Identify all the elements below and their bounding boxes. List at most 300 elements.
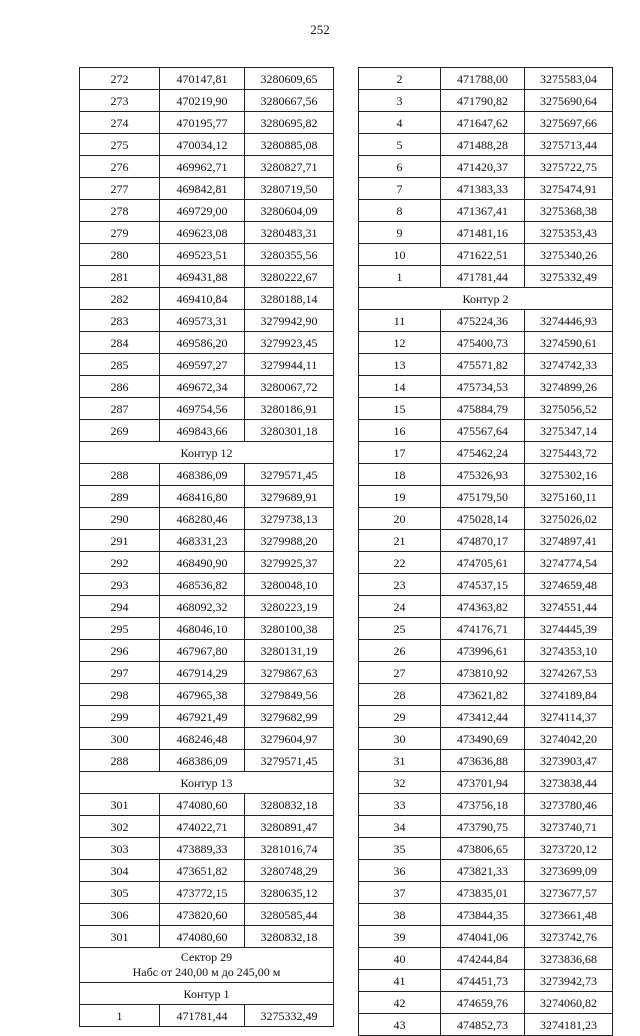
table-row: [80, 288, 334, 310]
table-row: [359, 882, 613, 904]
table-row: [80, 112, 334, 134]
x-coordinate-cell: 471790,82: [441, 90, 525, 112]
y-coordinate-cell: 3280604,09: [245, 200, 334, 222]
y-coordinate-cell: 3280483,31: [245, 222, 334, 244]
y-coordinate-cell: 3280301,18: [245, 420, 334, 442]
x-coordinate-cell: 468092,32: [160, 596, 245, 618]
point-number-cell: 293: [80, 574, 160, 596]
y-coordinate-cell: 3280355,56: [245, 244, 334, 266]
y-coordinate-cell: 3274659,48: [525, 574, 613, 596]
x-coordinate-cell: 469729,00: [160, 200, 245, 222]
point-number-cell: 282: [80, 288, 160, 310]
point-number-cell: 300: [80, 728, 160, 750]
x-coordinate-cell: 473636,88: [441, 750, 525, 772]
table-row: [359, 112, 613, 134]
point-number-cell: 32: [359, 772, 441, 794]
y-coordinate-cell: 3280609,65: [245, 68, 334, 90]
table-row: [80, 860, 334, 882]
point-number-cell: 25: [359, 618, 441, 640]
point-number-cell: 295: [80, 618, 160, 640]
y-coordinate-cell: 3274774,54: [525, 552, 613, 574]
point-number-cell: 10: [359, 244, 441, 266]
point-number-cell: 294: [80, 596, 160, 618]
contour-header-row: [80, 772, 334, 794]
table-row: [359, 376, 613, 398]
y-coordinate-cell: 3275443,72: [525, 442, 613, 464]
y-coordinate-cell: 3280585,44: [245, 904, 334, 926]
table-row: [80, 640, 334, 662]
x-coordinate-cell: 474022,71: [160, 816, 245, 838]
y-coordinate-cell: 3280827,71: [245, 156, 334, 178]
x-coordinate-cell: 470219,90: [160, 90, 245, 112]
table-row: [80, 706, 334, 728]
x-coordinate-cell: 468536,82: [160, 574, 245, 596]
table-row: [359, 332, 613, 354]
y-coordinate-cell: 3275332,49: [525, 266, 613, 288]
table-row: [80, 266, 334, 288]
x-coordinate-cell: 469410,84: [160, 288, 245, 310]
y-coordinate-cell: 3274060,82: [525, 992, 613, 1014]
y-coordinate-cell: 3275722,75: [525, 156, 613, 178]
y-coordinate-cell: 3275160,11: [525, 486, 613, 508]
x-coordinate-cell: 471781,44: [160, 1005, 245, 1027]
table-row: [359, 420, 613, 442]
x-coordinate-cell: 475179,50: [441, 486, 525, 508]
point-number-cell: 285: [80, 354, 160, 376]
y-coordinate-cell: 3273903,47: [525, 750, 613, 772]
point-number-cell: 41: [359, 970, 441, 992]
y-coordinate-cell: 3280635,12: [245, 882, 334, 904]
table-row: [359, 552, 613, 574]
point-number-cell: 29: [359, 706, 441, 728]
x-coordinate-cell: 473772,15: [160, 882, 245, 904]
y-coordinate-cell: 3279689,91: [245, 486, 334, 508]
point-number-cell: 288: [80, 464, 160, 486]
y-coordinate-cell: 3274445,39: [525, 618, 613, 640]
point-number-cell: 290: [80, 508, 160, 530]
y-coordinate-cell: 3280832,18: [245, 926, 334, 948]
table-row: [359, 354, 613, 376]
x-coordinate-cell: 475400,73: [441, 332, 525, 354]
table-row: [80, 156, 334, 178]
table-row: [359, 794, 613, 816]
x-coordinate-cell: 475224,36: [441, 310, 525, 332]
point-number-cell: 42: [359, 992, 441, 1014]
x-coordinate-cell: 469672,34: [160, 376, 245, 398]
table-row: [359, 244, 613, 266]
y-coordinate-cell: 3274181,23: [525, 1014, 613, 1036]
point-number-cell: 39: [359, 926, 441, 948]
y-coordinate-cell: 3274446,93: [525, 310, 613, 332]
y-coordinate-cell: 3274353,10: [525, 640, 613, 662]
y-coordinate-cell: 3280188,14: [245, 288, 334, 310]
table-row: [359, 926, 613, 948]
point-number-cell: 279: [80, 222, 160, 244]
table-row: [359, 992, 613, 1014]
x-coordinate-cell: 469573,31: [160, 310, 245, 332]
point-number-cell: 30: [359, 728, 441, 750]
table-row: [80, 552, 334, 574]
table-row: [359, 486, 613, 508]
x-coordinate-cell: 475326,93: [441, 464, 525, 486]
point-number-cell: 2: [359, 68, 441, 90]
table-row: [80, 178, 334, 200]
y-coordinate-cell: 3275340,26: [525, 244, 613, 266]
x-coordinate-cell: 470034,12: [160, 134, 245, 156]
sector-title: Сектор 29: [180, 950, 233, 964]
point-number-cell: 7: [359, 178, 441, 200]
point-number-cell: 20: [359, 508, 441, 530]
x-coordinate-cell: 473996,61: [441, 640, 525, 662]
point-number-cell: 286: [80, 376, 160, 398]
table-row: [80, 68, 334, 90]
table-row: [359, 442, 613, 464]
x-coordinate-cell: 467921,49: [160, 706, 245, 728]
table-row: [80, 750, 334, 772]
y-coordinate-cell: 3281016,74: [245, 838, 334, 860]
point-number-cell: 305: [80, 882, 160, 904]
y-coordinate-cell: 3280131,19: [245, 640, 334, 662]
table-row: [80, 904, 334, 926]
x-coordinate-cell: 473889,33: [160, 838, 245, 860]
y-coordinate-cell: 3280719,50: [245, 178, 334, 200]
y-coordinate-cell: 3274590,61: [525, 332, 613, 354]
y-coordinate-cell: 3280067,72: [245, 376, 334, 398]
y-coordinate-cell: 3280222,67: [245, 266, 334, 288]
y-coordinate-cell: 3275697,66: [525, 112, 613, 134]
point-number-cell: 306: [80, 904, 160, 926]
table-row: [359, 970, 613, 992]
left-coordinates-table: [79, 67, 334, 1027]
x-coordinate-cell: 467965,38: [160, 684, 245, 706]
point-number-cell: 301: [80, 926, 160, 948]
x-coordinate-cell: 474363,82: [441, 596, 525, 618]
table-row: [359, 1014, 613, 1036]
table-row: [359, 508, 613, 530]
table-row: [359, 574, 613, 596]
x-coordinate-cell: 467967,80: [160, 640, 245, 662]
y-coordinate-cell: 3280891,47: [245, 816, 334, 838]
sector-height-range: Набс от 240,00 м до 245,00 м: [132, 965, 281, 979]
x-coordinate-cell: 473621,82: [441, 684, 525, 706]
table-row: [359, 68, 613, 90]
contour-header-row: [80, 442, 334, 464]
x-coordinate-cell: 473844,35: [441, 904, 525, 926]
table-row: [359, 90, 613, 112]
table-row: [359, 816, 613, 838]
y-coordinate-cell: 3280186,91: [245, 398, 334, 420]
point-number-cell: 12: [359, 332, 441, 354]
y-coordinate-cell: 3273677,57: [525, 882, 613, 904]
x-coordinate-cell: 473835,01: [441, 882, 525, 904]
y-coordinate-cell: 3274742,33: [525, 354, 613, 376]
point-number-cell: 292: [80, 552, 160, 574]
point-number-cell: 33: [359, 794, 441, 816]
point-number-cell: 269: [80, 420, 160, 442]
point-number-cell: 284: [80, 332, 160, 354]
y-coordinate-cell: 3279923,45: [245, 332, 334, 354]
x-coordinate-cell: 469523,51: [160, 244, 245, 266]
point-number-cell: 16: [359, 420, 441, 442]
point-number-cell: 34: [359, 816, 441, 838]
point-number-cell: 28: [359, 684, 441, 706]
x-coordinate-cell: 468386,09: [160, 464, 245, 486]
x-coordinate-cell: 469597,27: [160, 354, 245, 376]
table-row: [80, 574, 334, 596]
point-number-cell: 23: [359, 574, 441, 596]
point-number-cell: 37: [359, 882, 441, 904]
x-coordinate-cell: 469843,66: [160, 420, 245, 442]
x-coordinate-cell: 471367,41: [441, 200, 525, 222]
x-coordinate-cell: 468280,46: [160, 508, 245, 530]
point-number-cell: 36: [359, 860, 441, 882]
table-row: [359, 156, 613, 178]
y-coordinate-cell: 3274551,44: [525, 596, 613, 618]
table-row: [80, 1005, 334, 1027]
y-coordinate-cell: 3279571,45: [245, 464, 334, 486]
point-number-cell: 272: [80, 68, 160, 90]
x-coordinate-cell: 474176,71: [441, 618, 525, 640]
y-coordinate-cell: 3280832,18: [245, 794, 334, 816]
x-coordinate-cell: 469842,81: [160, 178, 245, 200]
table-row: [359, 684, 613, 706]
contour-label: Контур 12: [80, 442, 334, 464]
y-coordinate-cell: 3279867,63: [245, 662, 334, 684]
point-number-cell: 6: [359, 156, 441, 178]
table-row: [80, 794, 334, 816]
x-coordinate-cell: 474080,60: [160, 794, 245, 816]
table-row: [80, 310, 334, 332]
y-coordinate-cell: 3275332,49: [245, 1005, 334, 1027]
x-coordinate-cell: 471781,44: [441, 266, 525, 288]
y-coordinate-cell: 3275353,43: [525, 222, 613, 244]
table-row: [80, 200, 334, 222]
y-coordinate-cell: 3275690,64: [525, 90, 613, 112]
x-coordinate-cell: 473810,92: [441, 662, 525, 684]
table-row: [359, 838, 613, 860]
x-coordinate-cell: 473821,33: [441, 860, 525, 882]
point-number-cell: 274: [80, 112, 160, 134]
x-coordinate-cell: 468246,48: [160, 728, 245, 750]
table-row: [80, 508, 334, 530]
table-row: [359, 750, 613, 772]
point-number-cell: 4: [359, 112, 441, 134]
point-number-cell: 35: [359, 838, 441, 860]
point-number-cell: 31: [359, 750, 441, 772]
table-row: [359, 904, 613, 926]
point-number-cell: 11: [359, 310, 441, 332]
table-row: [359, 134, 613, 156]
page-number: 252: [310, 22, 330, 37]
x-coordinate-cell: 469586,20: [160, 332, 245, 354]
point-number-cell: 18: [359, 464, 441, 486]
x-coordinate-cell: 471622,51: [441, 244, 525, 266]
point-number-cell: 275: [80, 134, 160, 156]
y-coordinate-cell: 3280048,10: [245, 574, 334, 596]
y-coordinate-cell: 3275302,16: [525, 464, 613, 486]
y-coordinate-cell: 3275713,44: [525, 134, 613, 156]
x-coordinate-cell: 475567,64: [441, 420, 525, 442]
y-coordinate-cell: 3279682,99: [245, 706, 334, 728]
table-row: [359, 772, 613, 794]
contour-label: Контур 2: [359, 288, 613, 310]
point-number-cell: 15: [359, 398, 441, 420]
table-row: [80, 464, 334, 486]
x-coordinate-cell: 468046,10: [160, 618, 245, 640]
y-coordinate-cell: 3280748,29: [245, 860, 334, 882]
point-number-cell: 299: [80, 706, 160, 728]
y-coordinate-cell: 3280885,08: [245, 134, 334, 156]
point-number-cell: 17: [359, 442, 441, 464]
x-coordinate-cell: 470195,77: [160, 112, 245, 134]
point-number-cell: 13: [359, 354, 441, 376]
y-coordinate-cell: 3275056,52: [525, 398, 613, 420]
y-coordinate-cell: 3279849,56: [245, 684, 334, 706]
point-number-cell: 296: [80, 640, 160, 662]
x-coordinate-cell: 473490,69: [441, 728, 525, 750]
table-row: [80, 354, 334, 376]
x-coordinate-cell: 474659,76: [441, 992, 525, 1014]
x-coordinate-cell: 469754,56: [160, 398, 245, 420]
point-number-cell: 21: [359, 530, 441, 552]
point-number-cell: 43: [359, 1014, 441, 1036]
y-coordinate-cell: 3279925,37: [245, 552, 334, 574]
y-coordinate-cell: 3273661,48: [525, 904, 613, 926]
x-coordinate-cell: 473820,60: [160, 904, 245, 926]
table-row: [359, 706, 613, 728]
x-coordinate-cell: 474852,73: [441, 1014, 525, 1036]
y-coordinate-cell: 3279988,20: [245, 530, 334, 552]
point-number-cell: 40: [359, 948, 441, 970]
table-row: [80, 618, 334, 640]
table-row: [80, 398, 334, 420]
point-number-cell: 302: [80, 816, 160, 838]
sector-header: [80, 948, 334, 983]
table-row: [80, 926, 334, 948]
point-number-cell: 277: [80, 178, 160, 200]
point-number-cell: 1: [359, 266, 441, 288]
point-number-cell: 298: [80, 684, 160, 706]
y-coordinate-cell: 3280695,82: [245, 112, 334, 134]
table-row: [359, 222, 613, 244]
point-number-cell: 288: [80, 750, 160, 772]
x-coordinate-cell: 467914,29: [160, 662, 245, 684]
x-coordinate-cell: 475734,53: [441, 376, 525, 398]
x-coordinate-cell: 471788,00: [441, 68, 525, 90]
y-coordinate-cell: 3275474,91: [525, 178, 613, 200]
x-coordinate-cell: 474705,61: [441, 552, 525, 574]
x-coordinate-cell: 474041,06: [441, 926, 525, 948]
y-coordinate-cell: 3273720,12: [525, 838, 613, 860]
x-coordinate-cell: 469431,88: [160, 266, 245, 288]
y-coordinate-cell: 3279738,13: [245, 508, 334, 530]
y-coordinate-cell: 3280667,56: [245, 90, 334, 112]
point-number-cell: 303: [80, 838, 160, 860]
table-row: [359, 860, 613, 882]
point-number-cell: 1: [80, 1005, 160, 1027]
y-coordinate-cell: 3274897,41: [525, 530, 613, 552]
x-coordinate-cell: 468331,23: [160, 530, 245, 552]
point-number-cell: 38: [359, 904, 441, 926]
y-coordinate-cell: 3275347,14: [525, 420, 613, 442]
table-row: [359, 200, 613, 222]
point-number-cell: 304: [80, 860, 160, 882]
x-coordinate-cell: 473412,44: [441, 706, 525, 728]
y-coordinate-cell: 3280100,38: [245, 618, 334, 640]
x-coordinate-cell: 469962,71: [160, 156, 245, 178]
point-number-cell: 26: [359, 640, 441, 662]
table-row: [80, 332, 334, 354]
x-coordinate-cell: 475028,14: [441, 508, 525, 530]
y-coordinate-cell: 3279604,97: [245, 728, 334, 750]
table-row: [80, 882, 334, 904]
y-coordinate-cell: 3275368,38: [525, 200, 613, 222]
table-row: [80, 244, 334, 266]
y-coordinate-cell: 3279942,90: [245, 310, 334, 332]
table-row: [80, 134, 334, 156]
y-coordinate-cell: 3273740,71: [525, 816, 613, 838]
y-coordinate-cell: 3274114,37: [525, 706, 613, 728]
table-row: [80, 486, 334, 508]
y-coordinate-cell: 3273942,73: [525, 970, 613, 992]
y-coordinate-cell: 3279571,45: [245, 750, 334, 772]
point-number-cell: 9: [359, 222, 441, 244]
point-number-cell: 3: [359, 90, 441, 112]
y-coordinate-cell: 3274267,53: [525, 662, 613, 684]
contour-header-row: [359, 288, 613, 310]
x-coordinate-cell: 468416,80: [160, 486, 245, 508]
x-coordinate-cell: 475571,82: [441, 354, 525, 376]
point-number-cell: 301: [80, 794, 160, 816]
table-row: [80, 662, 334, 684]
point-number-cell: 281: [80, 266, 160, 288]
x-coordinate-cell: 473756,18: [441, 794, 525, 816]
point-number-cell: 22: [359, 552, 441, 574]
y-coordinate-cell: 3275583,04: [525, 68, 613, 90]
table-row: [80, 376, 334, 398]
table-row: [359, 530, 613, 552]
table-row: [359, 266, 613, 288]
contour-header-row: [80, 983, 334, 1005]
table-row: [359, 178, 613, 200]
table-row: [359, 948, 613, 970]
point-number-cell: 24: [359, 596, 441, 618]
point-number-cell: 283: [80, 310, 160, 332]
y-coordinate-cell: 3273836,68: [525, 948, 613, 970]
contour-label: Контур 13: [80, 772, 334, 794]
point-number-cell: 276: [80, 156, 160, 178]
table-row: [80, 420, 334, 442]
point-number-cell: 19: [359, 486, 441, 508]
table-row: [359, 310, 613, 332]
table-row: [359, 464, 613, 486]
table-row: [80, 222, 334, 244]
table-row: [359, 728, 613, 750]
x-coordinate-cell: 473806,65: [441, 838, 525, 860]
table-row: [80, 838, 334, 860]
point-number-cell: 287: [80, 398, 160, 420]
y-coordinate-cell: 3274189,84: [525, 684, 613, 706]
x-coordinate-cell: 471488,28: [441, 134, 525, 156]
sector-header-row: [80, 948, 334, 983]
table-row: [359, 398, 613, 420]
y-coordinate-cell: 3273699,09: [525, 860, 613, 882]
y-coordinate-cell: 3274042,20: [525, 728, 613, 750]
x-coordinate-cell: 469623,08: [160, 222, 245, 244]
x-coordinate-cell: 471420,37: [441, 156, 525, 178]
right-coordinates-table: [358, 67, 613, 1036]
x-coordinate-cell: 471383,33: [441, 178, 525, 200]
